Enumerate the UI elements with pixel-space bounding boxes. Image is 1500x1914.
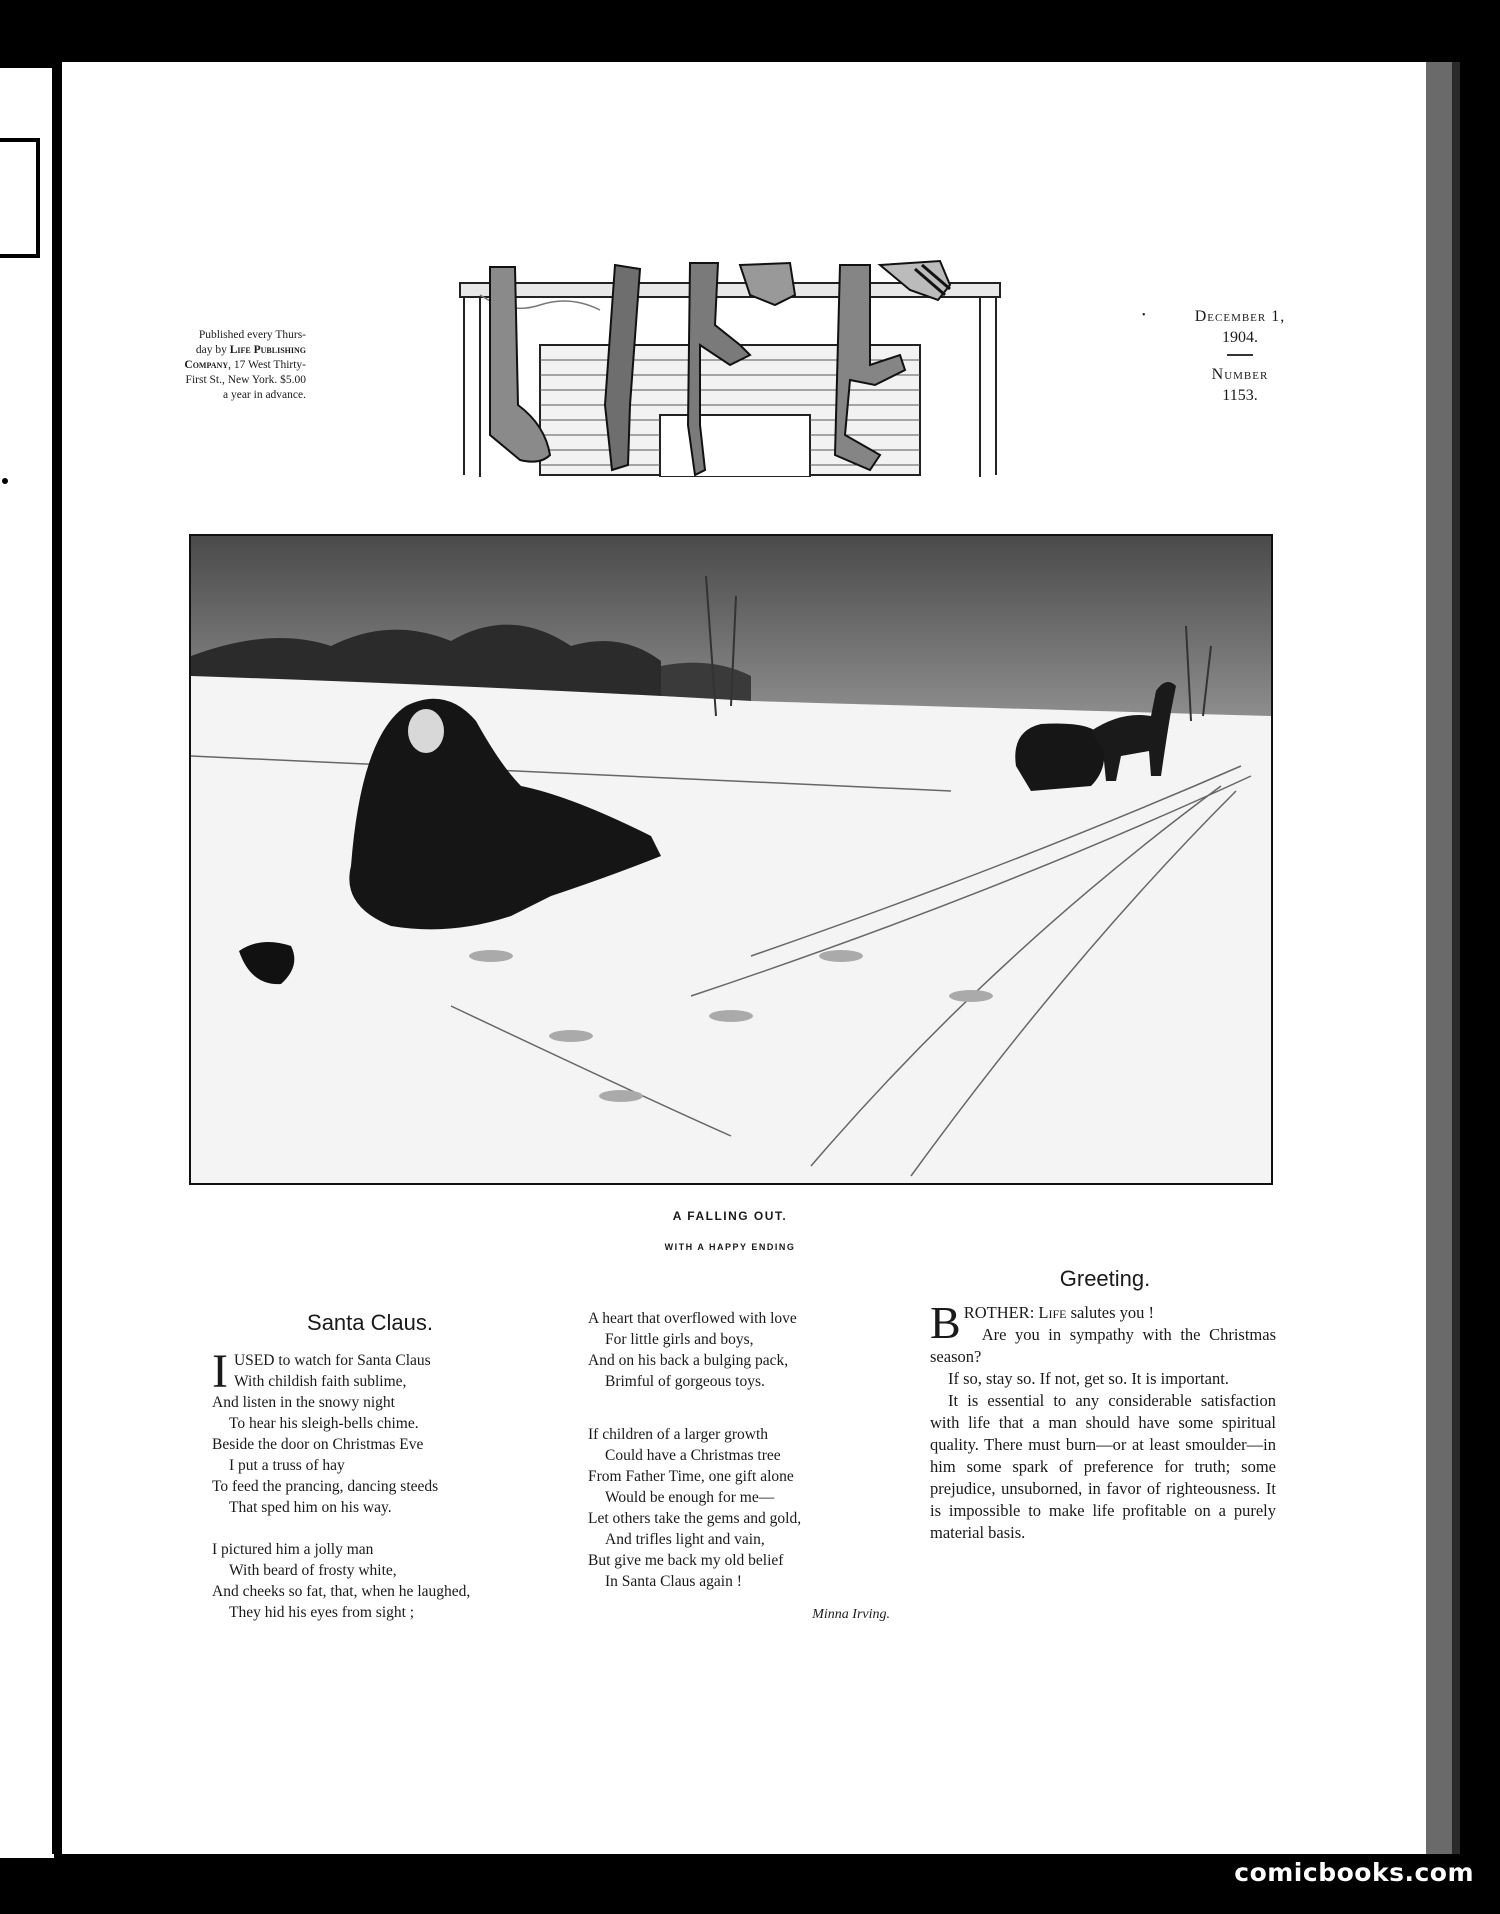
- poem-line: Let others take the gems and gold,: [588, 1510, 802, 1527]
- issue-year: 1904.: [1222, 329, 1258, 346]
- poem-line: In Santa Claus again !: [605, 1573, 742, 1590]
- poem-line: To hear his sleigh-bells chime.: [229, 1415, 419, 1432]
- publisher-line: Published every Thurs-: [198, 329, 306, 341]
- greeting-title: Greeting.: [1059, 1266, 1151, 1291]
- page-gutter: [52, 64, 62, 1854]
- issue-number-label: Number: [1211, 366, 1269, 383]
- poem-line: For little girls and boys,: [605, 1331, 754, 1348]
- poem-line: Could have a Christmas tree: [605, 1447, 781, 1464]
- stanza-break: [588, 1392, 908, 1413]
- previous-page-mark: [2, 478, 8, 484]
- page-edge-dark: [1452, 62, 1460, 1854]
- issue-number: 1153.: [1222, 387, 1258, 404]
- poem-line: With childish faith sublime,: [233, 1373, 407, 1390]
- greeting-paragraph: BROTHER: Life salutes you ! Are you in sympathy with the Christmas season?: [930, 1297, 1276, 1366]
- poem-line: And cheeks so fat, that, when he laughed,: [212, 1583, 471, 1600]
- illustration-subtitle: WITH A HAPPY ENDING: [664, 1242, 796, 1252]
- poem-author: Minna Irving.: [812, 1607, 890, 1622]
- greeting-dropcap: B: [930, 1297, 961, 1348]
- snowy-sleigh-scene-icon: [189, 534, 1273, 1185]
- publisher-info: [116, 328, 306, 403]
- poem-line: That sped him on his way.: [229, 1499, 392, 1516]
- poem-line: From Father Time, one gift alone: [588, 1468, 794, 1485]
- poem-column-1: [212, 1350, 552, 1623]
- poem-line: But give me back my old belief: [588, 1552, 784, 1569]
- greeting-text: [930, 1297, 1276, 1544]
- stanza-break: [212, 1518, 552, 1539]
- poem-dropcap: I: [212, 1350, 228, 1392]
- publisher-line: day by Life Publishing: [195, 344, 306, 356]
- date-bullet: •: [1142, 310, 1146, 321]
- greeting-paragraph: It is essential to any considerable satisfaction with life that a man should have some spiritual quality. There must burn—or at least smoulder—in him some spark of preference for truth; some prejudice, unsuborned, in favor of righteousness. It is impossible to make life profitable on a purely material basis.: [930, 1391, 1276, 1542]
- poem-line: Would be enough for me—: [605, 1489, 775, 1506]
- illustration-title: A FALLING OUT.: [672, 1209, 788, 1223]
- poem-line: USED to watch for Santa Claus: [233, 1352, 431, 1369]
- site-watermark: comicbooks.com: [1234, 1858, 1474, 1887]
- issue-date: December 1,: [1194, 308, 1286, 325]
- poem-opening: [212, 1350, 552, 1392]
- publisher-line: a year in advance.: [222, 389, 306, 401]
- poem-line: To feed the prancing, dancing steeds: [212, 1478, 439, 1495]
- poem-line: A heart that overflowed with love: [588, 1310, 797, 1327]
- poem-line: And on his back a bulging pack,: [588, 1352, 789, 1369]
- previous-page-edge: [0, 68, 54, 1858]
- christmas-stockings-on-mantel-icon: [450, 255, 1010, 477]
- page-edge-shadow: [1426, 62, 1452, 1854]
- stanza-break: [588, 1413, 908, 1424]
- poem-line: I put a truss of hay: [229, 1457, 345, 1474]
- poem-line: Beside the door on Christmas Eve: [212, 1436, 424, 1453]
- poem-line: And listen in the snowy night: [212, 1394, 395, 1411]
- poem-title: Santa Claus.: [307, 1310, 433, 1335]
- greeting-paragraph: If so, stay so. If not, get so. It is important.: [948, 1369, 1229, 1388]
- poem-line: With beard of frosty white,: [229, 1562, 397, 1579]
- publisher-line: Company, 17 West Thirty-: [184, 359, 306, 371]
- publisher-line: First St., New York. $5.00: [185, 374, 306, 386]
- poem-line: I pictured him a jolly man: [212, 1541, 374, 1558]
- poem-line: If children of a larger growth: [588, 1426, 769, 1443]
- poem-line: They hid his eyes from sight ;: [229, 1604, 415, 1621]
- poem-column-2: [588, 1308, 908, 1592]
- poem-line: And trifles light and vain,: [605, 1531, 765, 1548]
- previous-page-box: [0, 138, 40, 258]
- poem-line: Brimful of gorgeous toys.: [605, 1373, 765, 1390]
- publisher-name: Life Publishing: [229, 344, 306, 356]
- life-name: Life: [1038, 1303, 1067, 1322]
- date-divider: [1227, 354, 1253, 356]
- issue-info: [1160, 306, 1320, 406]
